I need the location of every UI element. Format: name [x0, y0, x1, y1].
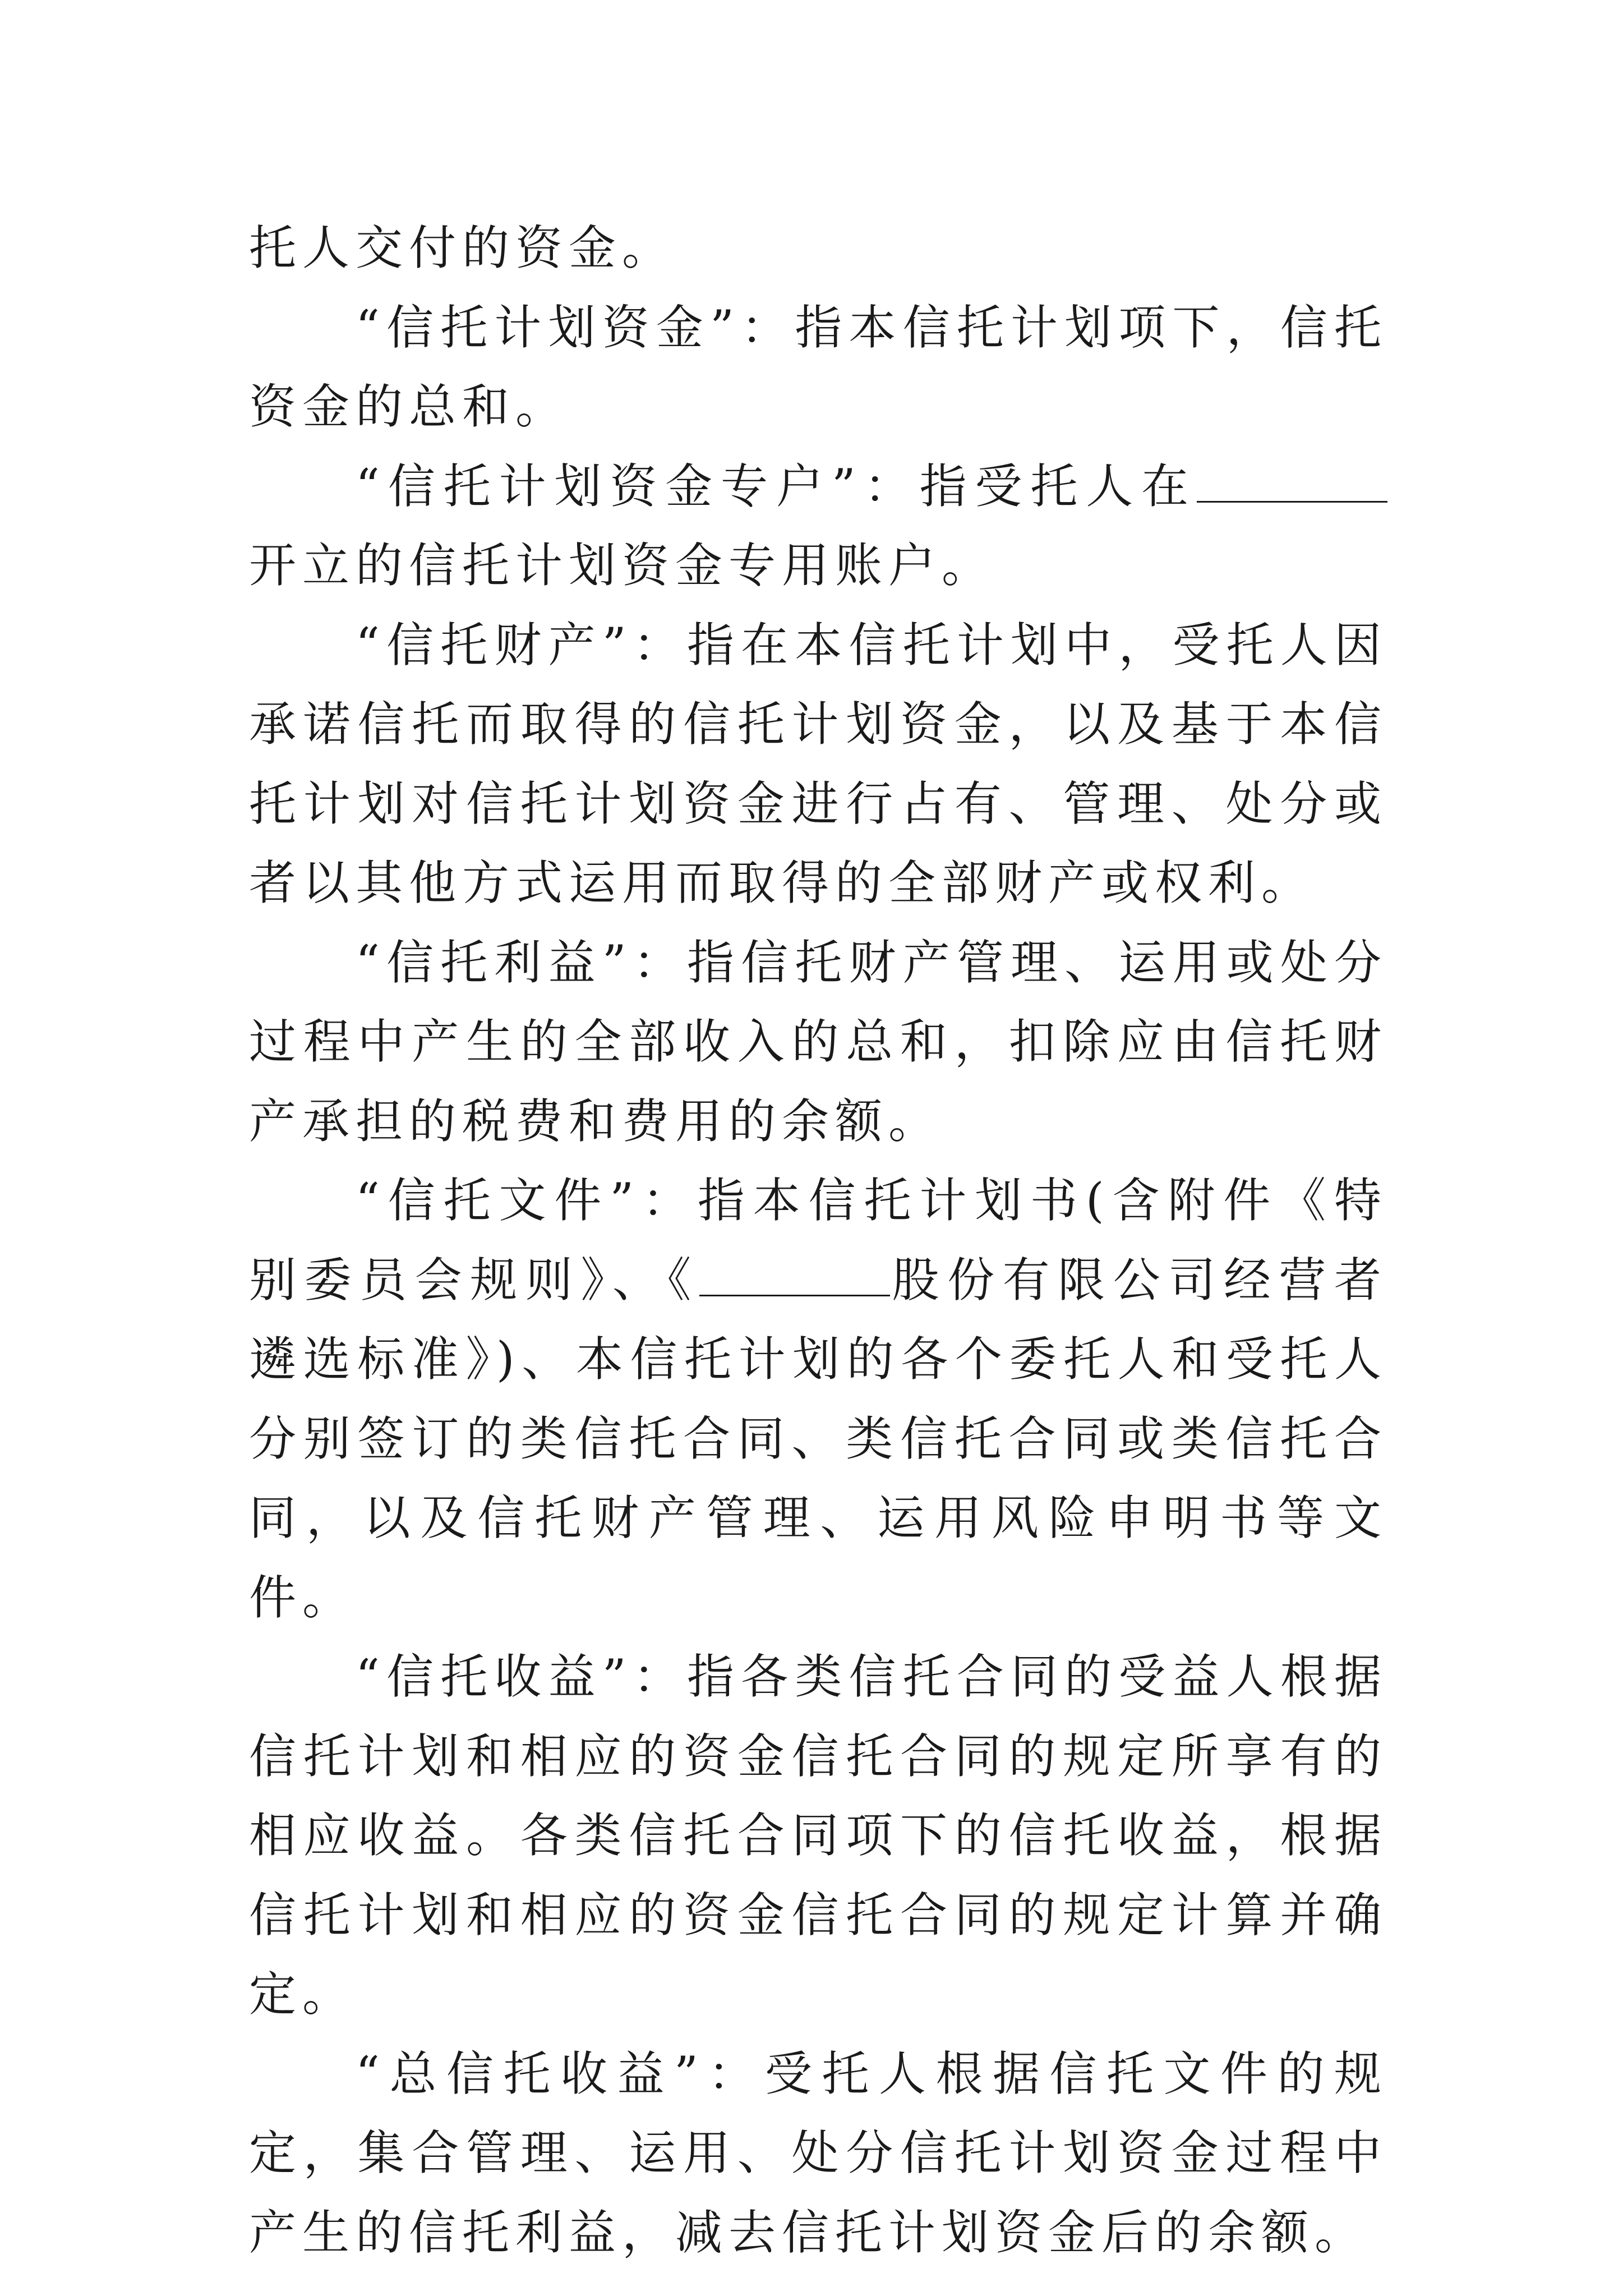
- paragraph-trust-documents: [249, 1161, 1387, 1637]
- paragraph-text-before: “信托计划资金专户”：指受托人在: [356, 458, 1197, 514]
- paragraph-trust-plan-account: [249, 447, 1387, 606]
- paragraph-text: “总信托收益”：受托人根据信托文件的规定，集合管理、运用、处分信托计划资金过程中产生的信托利益，减去信托计划资金后的余额。: [249, 2046, 1387, 2260]
- paragraph-trust-income: [249, 1637, 1387, 2035]
- paragraph-total-trust-income: [249, 2035, 1387, 2273]
- paragraph-text: “信托收益”：指各类信托合同的受益人根据信托计划和相应的资金信托合同的规定所享有的相应收益。各类信托合同项下的信托收益，根据信托计划和相应的资金信托合同的规定计算并确定。: [249, 1649, 1387, 2022]
- paragraph-trust-benefit: [249, 923, 1387, 1162]
- paragraph-text: 托人交付的资金。: [249, 220, 676, 275]
- paragraph-trust-property: [249, 606, 1387, 923]
- paragraph-text: “信托计划资金”：指本信托计划项下，信托资金的总和。: [249, 300, 1387, 434]
- paragraph-text: “信托利益”：指信托财产管理、运用或处分过程中产生的全部收入的总和，扣除应由信托财产承担的税费和费用的余额。: [249, 935, 1387, 1149]
- paragraph-text: “信托财产”：指在本信托计划中，受托人因承诺信托而取得的信托计划资金，以及基于本信托计划对信托计划资金进行占有、管理、处分或者以其他方式运用而取得的全部财产或权利。: [249, 617, 1387, 910]
- fill-in-blank: [1197, 462, 1387, 503]
- paragraph-trust-plan-funds: [249, 288, 1387, 447]
- paragraph-text-before: “信托文件”：指本信托计划书(含附件《特别委员会规则》、《: [249, 1173, 1387, 1308]
- paragraph-text-after: 开立的信托计划资金专用账户。: [249, 538, 995, 593]
- paragraph-continuation: [249, 209, 1387, 288]
- document-body: [249, 209, 1387, 2272]
- fill-in-blank: [699, 1255, 890, 1296]
- paragraph-text-after: 股份有限公司经营者遴选标准》)、本信托计划的各个委托人和受托人分别签订的类信托合同、类信托合同或类信托合同，以及信托财产管理、运用风险申明书等文件。: [249, 1252, 1387, 1625]
